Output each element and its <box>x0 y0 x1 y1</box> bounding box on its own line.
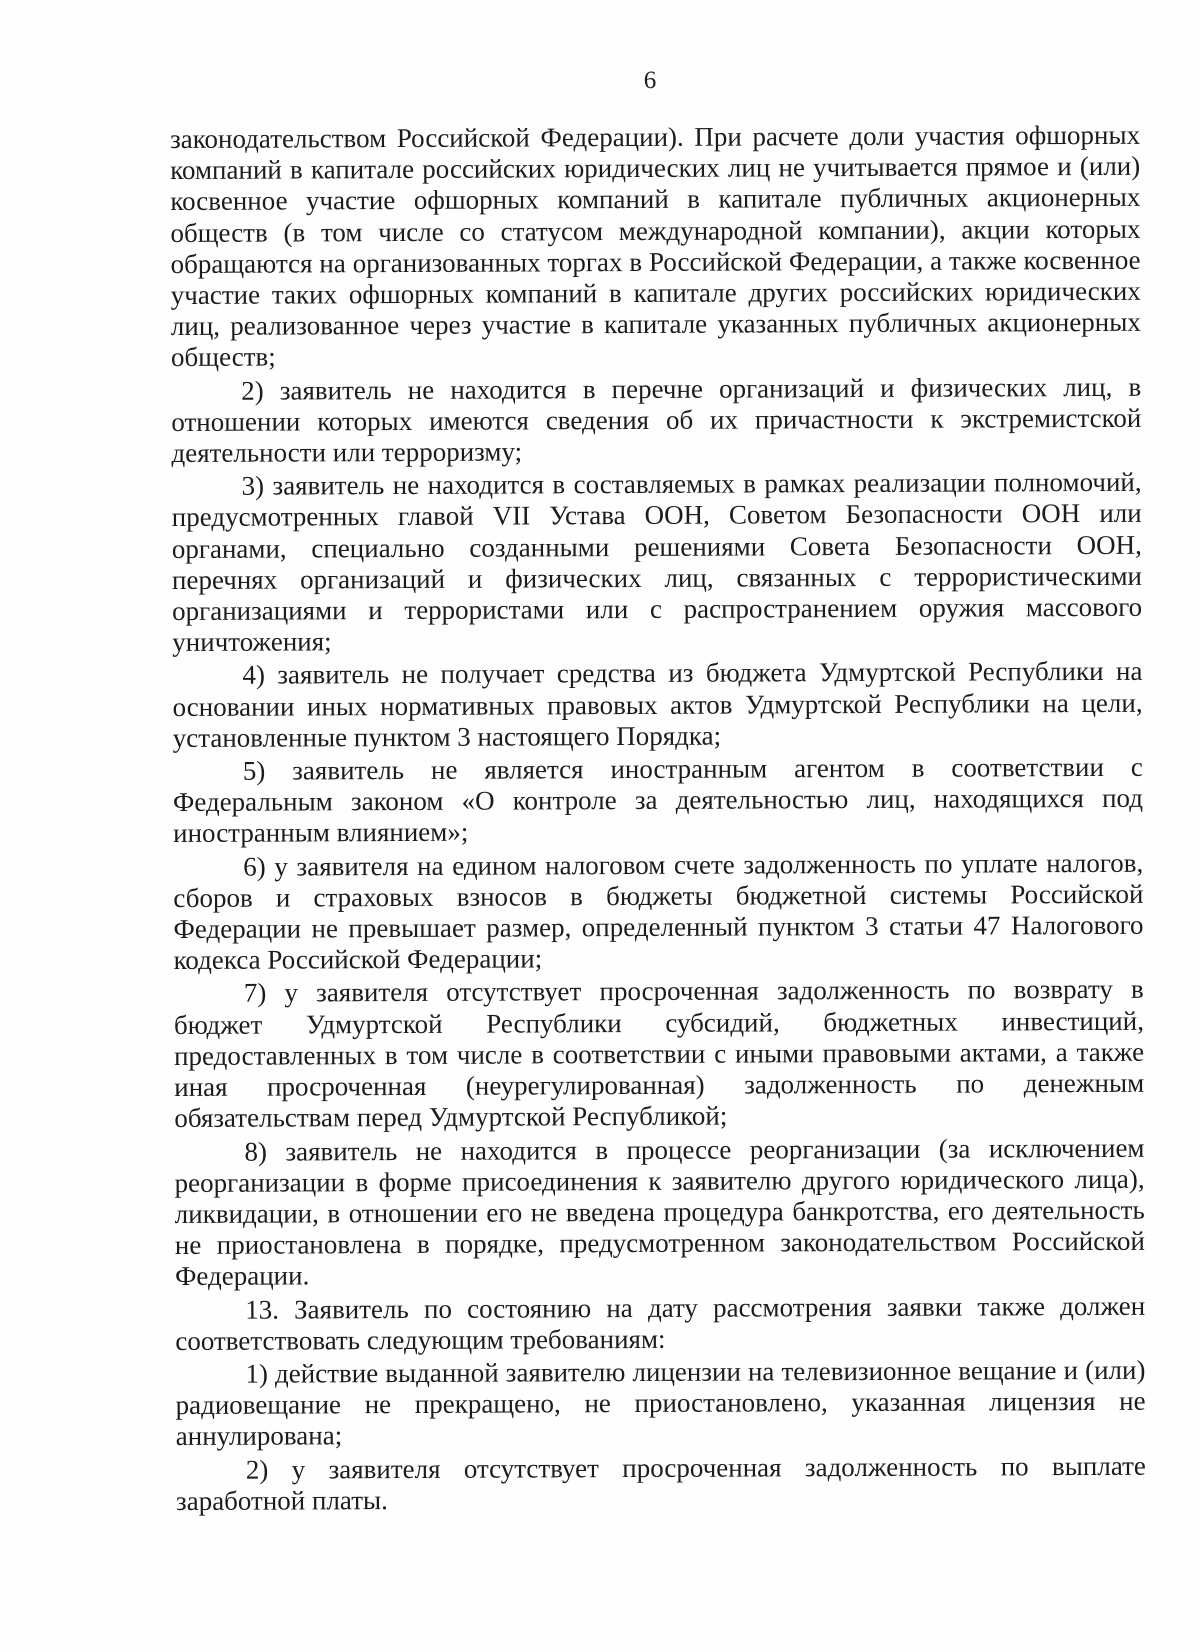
page-number: 6 <box>643 67 657 94</box>
paragraph-item-2: 2) заявитель не находится в перечне организаций и физических лиц, в отношении которых имеются сведения об их причастности к экстремистской деятельности или терроризму; <box>171 371 1142 469</box>
paragraph-item-8: 8) заявитель не находится в процессе реорганизации (за исключением реорганизации в форме присоединения к заявителю другого юридического лица), ликвидации, в отношении его не введена процедура банкротства, его деятельность не приостановлена в порядке, предусмотренном законодательством Российской Федерации. <box>174 1132 1145 1292</box>
paragraph-item-3: 3) заявитель не находится в составляемых в рамках реализации полномочий, предусмотренных главой VII Устава ООН, Советом Безопасности ООН или органами, специально созданными решениями Совета Безопасности ООН, перечнях организаций и физических лиц, связанных с террористическими организациями и террористами или с распространением оружия массового уничтожения; <box>171 466 1143 658</box>
paragraph-item-7: 7) у заявителя отсутствует просроченная задолженность по возврату в бюджет Удмуртской Республики субсидий, бюджетных инвестиций, предоставленных в том числе в соответствии с иными правовыми актами, а также иная просроченная (неурегулированная) задолженность по денежным обязательствам перед Удмуртской Республикой; <box>173 974 1145 1134</box>
document-body <box>170 120 1146 1517</box>
paragraph-item-5: 5) заявитель не является иностранным агентом в соответствии с Федеральным законом «О контроле за деятельностью лиц, находящихся под иностранным влиянием»; <box>172 751 1144 849</box>
paragraph-item-4: 4) заявитель не получает средства из бюджета Удмуртской Республики на основании иных нормативных правовых актов Удмуртской Республики на цели, установленные пунктом 3 настоящего Порядка; <box>172 656 1143 753</box>
paragraph-continuation: законодательством Российской Федерации). При расчете доли участия офшорных компаний в капитале российских юридических лиц не учитывается прямое и (или) косвенное участие офшорных компаний в капитале публичных акционерных обществ (в том числе со статусом международной компании), акции которых обращаются на организованных торгах в Российской Федерации, а также косвенное участие таких офшорных компаний в капитале других российских юридических лиц, реализованное через участие в капитале указанных публичных акционерных обществ; <box>170 119 1141 373</box>
paragraph-requirement-1: 1) действие выданной заявителю лицензии на телевизионное вещание и (или) радиовещание не прекращено, не приостановлено, указанная лицензия не аннулирована; <box>175 1354 1146 1452</box>
paragraph-requirement-2: 2) у заявителя отсутствует просроченная задолженность по выплате заработной платы. <box>175 1450 1146 1516</box>
paragraph-item-6: 6) у заявителя на едином налоговом счете задолженность по уплате налогов, сборов и страховых взносов в бюджеты бюджетной системы Российской Федерации не превышает размер, определенный пунктом 3 статьи 47 Налогового кодекса Российской Федерации; <box>173 847 1144 976</box>
paragraph-section-13: 13. Заявитель по состоянию на дату рассмотрения заявки также должен соответствовать следующим требованиям: <box>175 1290 1146 1356</box>
